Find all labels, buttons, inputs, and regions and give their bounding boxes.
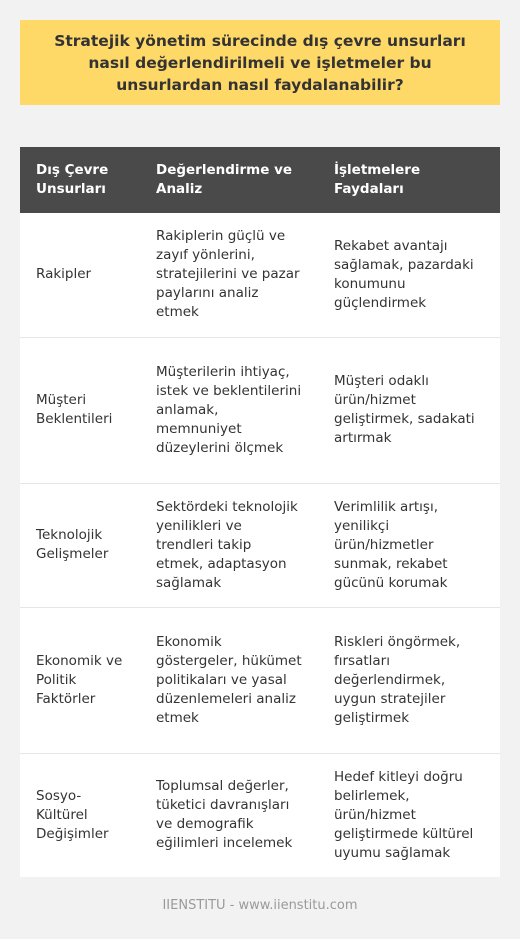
table-row: [20, 337, 500, 483]
table-row: [20, 483, 500, 607]
table-header-row: [20, 147, 500, 213]
row-analysis: Ekonomik göstergeler, hükümet politikaları ve yasal düzenlemeleri analiz etmek: [140, 607, 318, 753]
row-element: Rakipler: [20, 213, 140, 337]
table-row: [20, 213, 500, 337]
page-title: Stratejik yönetim sürecinde dış çevre unsurları nasıl değerlendirilmeli ve işletmeler bu unsurlardan nasıl faydalanabilir?: [54, 31, 466, 94]
row-element: Müşteri Beklentileri: [20, 337, 140, 483]
title-banner: [20, 20, 500, 105]
footer-credit: IIENSTITU - www.iienstitu.com: [162, 898, 358, 913]
column-header-analysis: Değerlendirme ve Analiz: [140, 147, 318, 213]
column-header-elements: Dış Çevre Unsurları: [20, 147, 140, 213]
row-analysis: Rakiplerin güçlü ve zayıf yönlerini, stratejilerini ve pazar paylarını analiz etmek: [140, 213, 318, 337]
row-element: Sosyo-Kültürel Değişimler: [36, 787, 109, 842]
row-analysis: Müşterilerin ihtiyaç, istek ve beklentilerini anlamak, memnuniyet düzeylerini ölçmek: [140, 337, 318, 483]
row-benefit: Müşteri odaklı ürün/hizmet geliştirmek, sadakati artırmak: [318, 337, 500, 483]
row-analysis: Sektördeki teknolojik yenilikleri ve trendleri takip etmek, adaptasyon sağlamak: [140, 483, 318, 607]
row-analysis: Toplumsal değerler, tüketici davranışları ve demografik eğilimleri incelemek: [156, 778, 293, 852]
table-row: [20, 753, 500, 877]
row-benefit: Verimlilik artışı, yenilikçi ürün/hizmetler sunmak, rekabet gücünü korumak: [318, 483, 500, 607]
row-element: Teknolojik Gelişmeler: [20, 483, 140, 607]
comparison-table: [20, 147, 500, 877]
row-benefit: Riskleri öngörmek, fırsatları değerlendirmek, uygun stratejiler geliştirmek: [318, 607, 500, 753]
column-header-benefits: İşletmelere Faydaları: [318, 147, 500, 213]
row-benefit: Hedef kitleyi doğru belirlemek, ürün/hizmet geliştirmede kültürel uyumu sağlamak: [334, 768, 474, 861]
row-element: Ekonomik ve Politik Faktörler: [20, 607, 140, 753]
row-benefit: Rekabet avantajı sağlamak, pazardaki konumunu güçlendirmek: [318, 213, 500, 337]
table-row: [20, 607, 500, 753]
